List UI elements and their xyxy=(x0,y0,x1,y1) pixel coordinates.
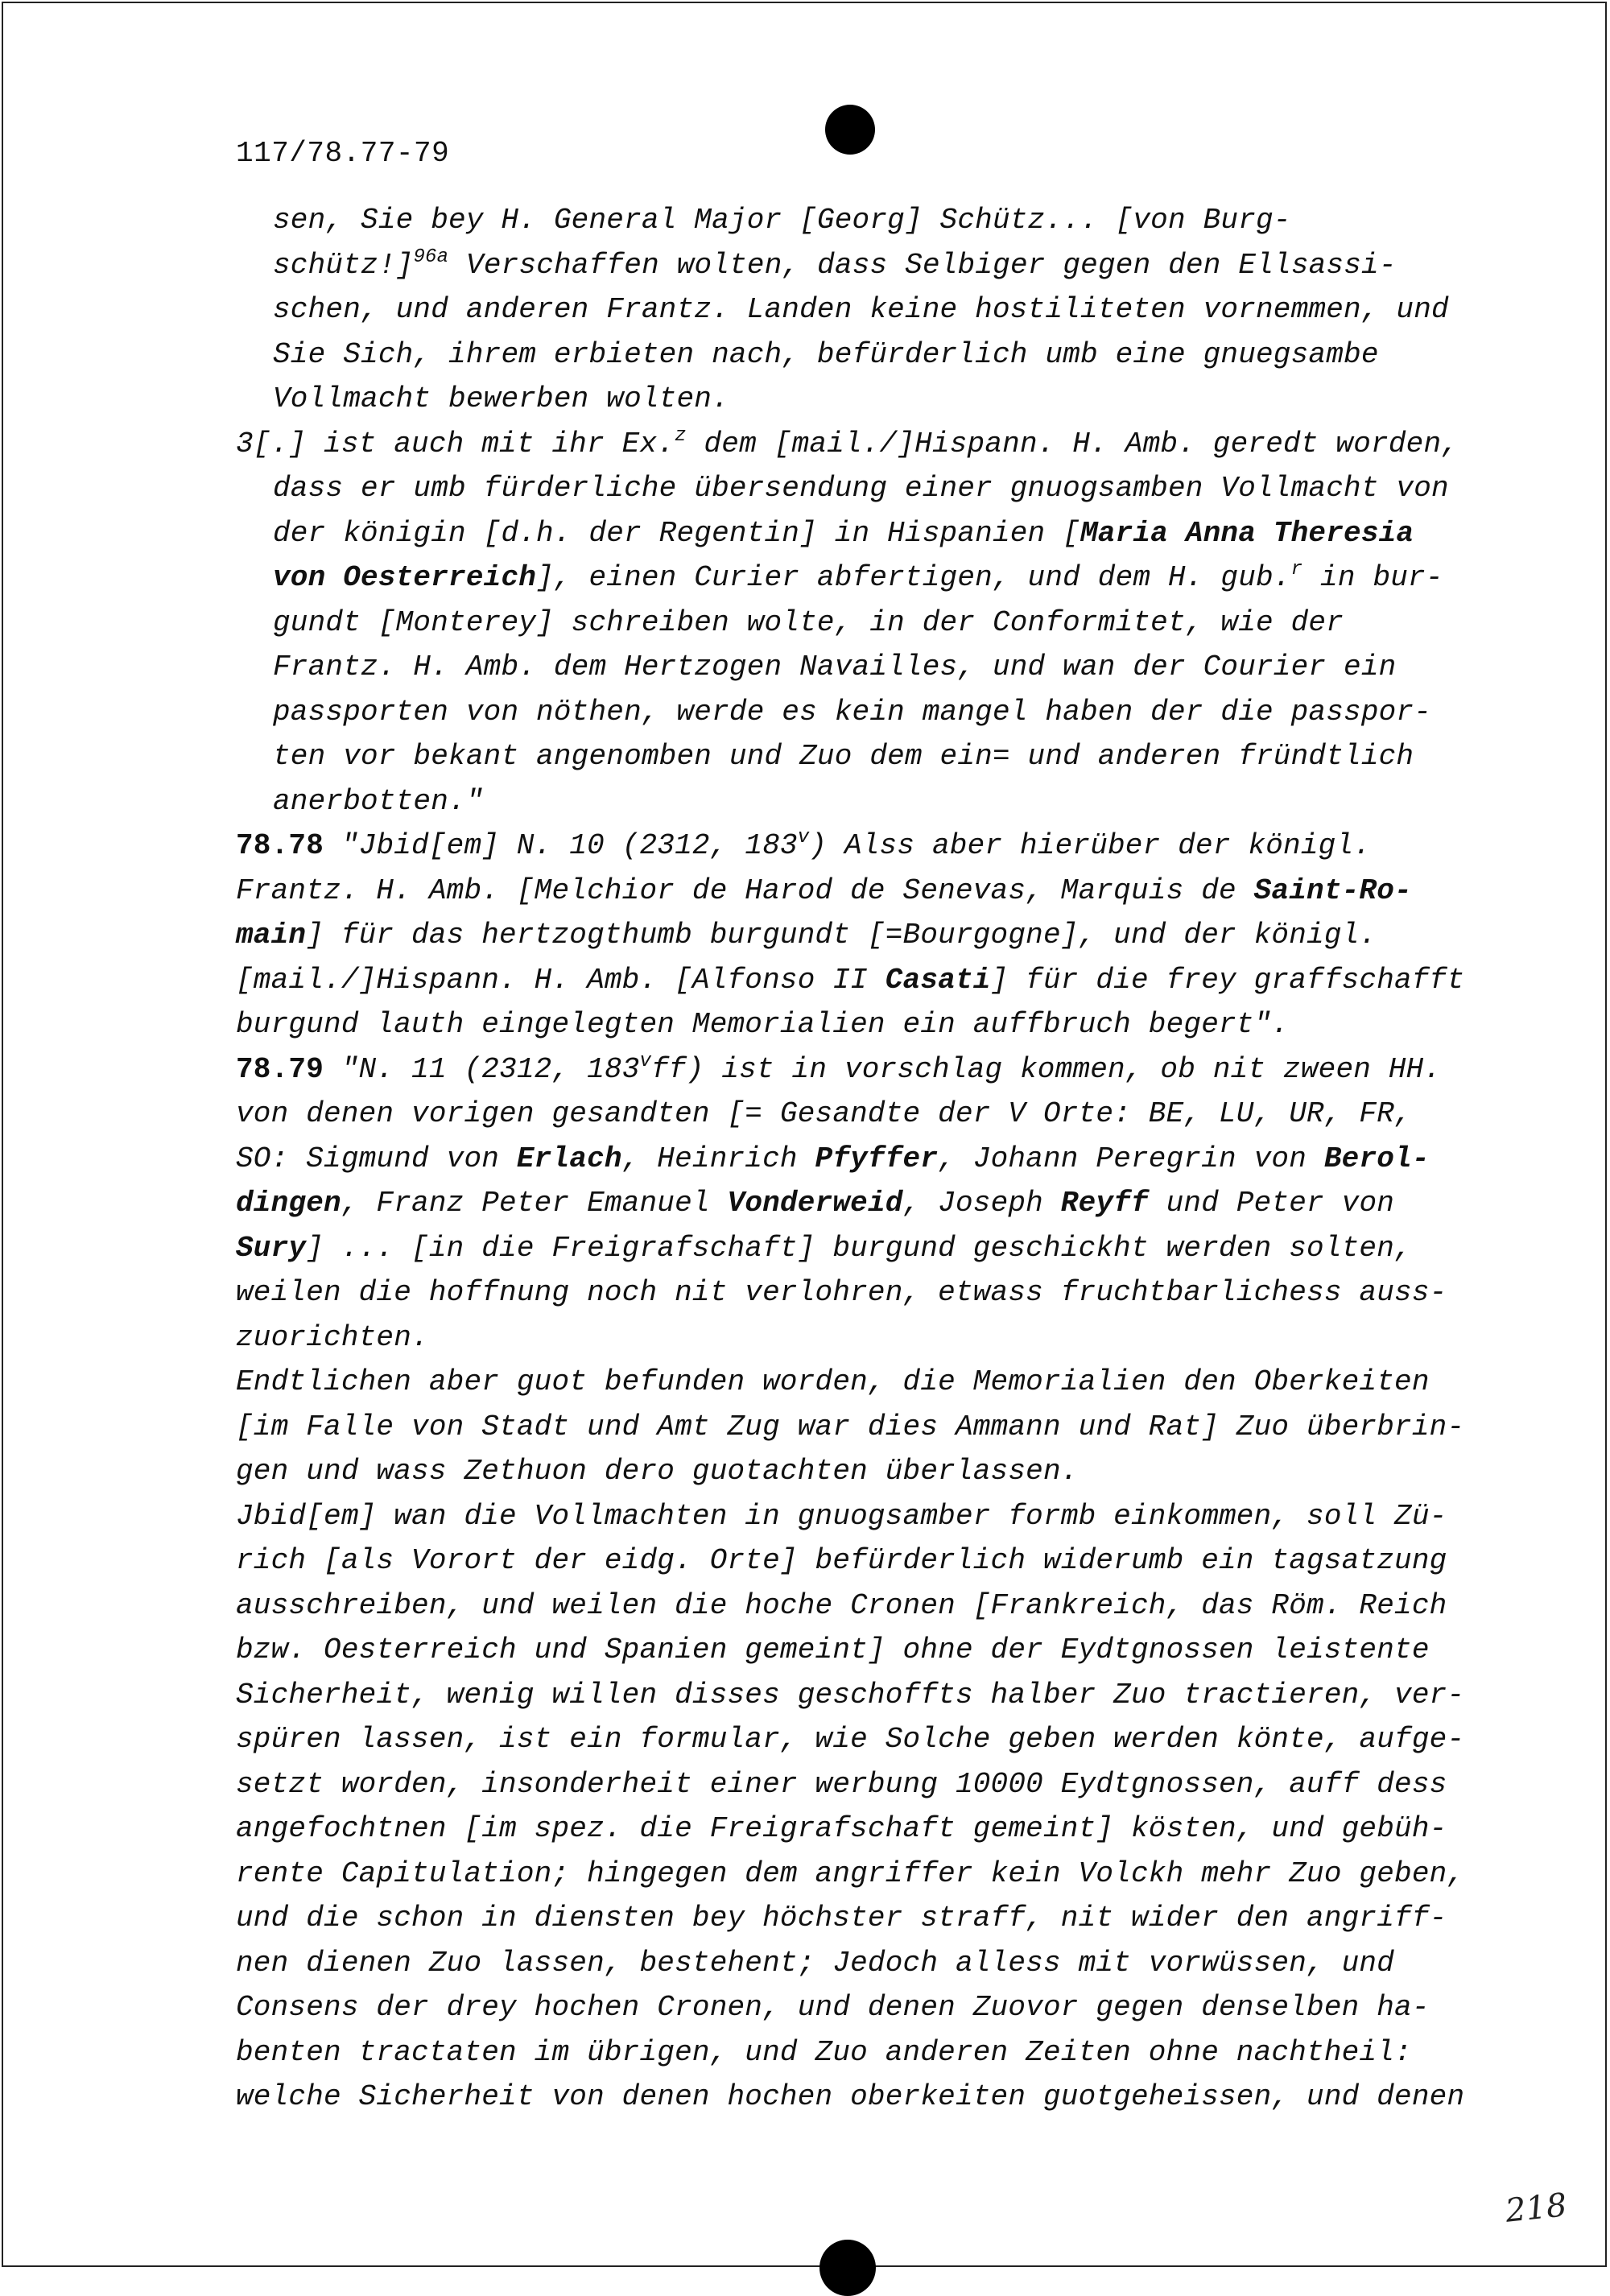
text-line: burgund lauth eingelegten Memorialien ein auffbruch begert". xyxy=(236,1008,1290,1041)
text-line: Sicherheit, wenig willen disses geschoffts halber Zuo tractieren, ver- xyxy=(236,1678,1465,1712)
text-line: dingen, Franz Peter Emanuel Vonderweid, Joseph Reyff und Peter von xyxy=(236,1187,1395,1220)
text-line: Endtlichen aber guot befunden worden, die Memorialien den Oberkeiten xyxy=(236,1365,1430,1398)
text-line: gen und wass Zethuon dero guotachten überlassen. xyxy=(236,1455,1079,1488)
text-line: Vollmacht bewerben wolten. xyxy=(273,382,729,415)
text-line: Consens der drey hochen Cronen, und denen Zuovor gegen denselben ha- xyxy=(236,1991,1430,2024)
text-line: main] für das hertzogthumb burgundt [=Bourgogne], und der königl. xyxy=(236,919,1377,952)
text-line: [im Falle von Stadt und Amt Zug war dies Ammann und Rat] Zuo überbrin- xyxy=(236,1410,1465,1443)
text-line: Jbid[em] wan die Vollmachten in gnuogsamber formb einkommen, soll Zü- xyxy=(236,1499,1447,1533)
person-name: von Oesterreich xyxy=(273,561,537,594)
text-line: schen, und anderen Frantz. Landen keine hostiliteten vornemmen, und xyxy=(273,293,1449,326)
superscript: z xyxy=(675,424,687,447)
person-name: Pfyffer xyxy=(815,1142,939,1175)
superscript: v xyxy=(797,827,810,849)
person-name: dingen xyxy=(236,1187,341,1220)
document-reference: 117/78.77-79 xyxy=(236,137,450,170)
text-line: rich [als Vorort der eidg. Orte] befürderlich widerumb ein tagsatzung xyxy=(236,1544,1447,1577)
text-line: benten tractaten im übrigen, und Zuo anderen Zeiten ohne nachtheil: xyxy=(236,2035,1412,2069)
text-line: von denen vorigen gesandten [= Gesandte der V Orte: BE, LU, UR, FR, xyxy=(236,1097,1412,1130)
text-line: SO: Sigmund von Erlach, Heinrich Pfyffer, Johann Peregrin von Berol- xyxy=(236,1142,1430,1175)
text-line: passporten von nöthen, werde es kein mangel haben der die passpor- xyxy=(273,695,1432,729)
punch-hole-bottom xyxy=(819,2240,876,2296)
handwritten-page-number: 218 xyxy=(1503,2187,1569,2230)
text-line: angefochtnen [im spez. die Freigrafschaft gemeint] kösten, und gebüh- xyxy=(236,1812,1447,1845)
person-name: Casati xyxy=(885,963,991,997)
text-line: spüren lassen, ist ein formular, wie Solche geben werden könte, aufge- xyxy=(236,1723,1465,1756)
person-name: main xyxy=(236,919,307,952)
text-line: anerbotten." xyxy=(273,784,484,818)
text-line: sen, Sie bey H. General Major [Georg] Schütz... [von Burg- xyxy=(273,204,1291,237)
text-line: Frantz. H. Amb. dem Hertzogen Navailles, und wan der Courier ein xyxy=(273,650,1397,683)
text-line: Frantz. H. Amb. [Melchior de Harod de Senevas, Marquis de Saint-Ro- xyxy=(236,873,1412,907)
person-name: Maria Anna Theresia xyxy=(1080,516,1414,550)
person-name: Berol- xyxy=(1323,1142,1430,1175)
text-line: setzt worden, insonderheit einer werbung 10000 Eydtgnossen, auff dess xyxy=(236,1767,1447,1801)
text-line: von Oesterreich], einen Curier abfertigen, und dem H. gub.$^r$ in bur- xyxy=(273,559,1443,594)
text-line: weilen die hoffnung noch nit verlohren, etwass fruchtbarlichess auss- xyxy=(236,1276,1447,1309)
text-line: rente Capitulation; hingegen dem angriffer kein Volckh mehr Zuo geben, xyxy=(236,1856,1465,1890)
text-line: ten vor bekant angenomben und Zuo dem ein= und anderen fründtlich xyxy=(273,740,1414,773)
document-body xyxy=(236,198,1476,2120)
text-line: bzw. Oesterreich und Spanien gemeint] ohne der Eydtgnossen leistente xyxy=(236,1633,1430,1666)
footnote-marker: 96a xyxy=(413,246,449,268)
text-line: dass er umb fürderliche übersendung einer gnuogsamben Vollmacht von xyxy=(273,472,1449,505)
superscript: r xyxy=(1290,559,1303,580)
text-line: 78.79 "N. 11 (2312, 183$^v$ff) ist in vorschlag kommen, ob nit zween HH. xyxy=(236,1050,1442,1086)
text-line: ausschreiben, und weilen die hoche Cronen [Frankreich, das Röm. Reich xyxy=(236,1588,1447,1622)
person-name: Erlach xyxy=(516,1142,622,1175)
text-line: nen dienen Zuo lassen, bestehent; Jedoch alless mit vorwüssen, und xyxy=(236,1946,1395,1980)
person-name: Saint-Ro- xyxy=(1253,873,1412,907)
text-line: 78.78 "Jbid[em] N. 10 (2312, 183$^v$) Alss aber hierüber der königl. xyxy=(236,827,1372,862)
punch-hole-top xyxy=(825,105,875,155)
text-line: der königin [d.h. der Regentin] in Hispanien [Maria Anna Theresia xyxy=(273,516,1414,550)
text-line: gundt [Monterey] schreiben wolte, in der Conformitet, wie der xyxy=(273,605,1344,639)
text-line: schütz!]$^{96a}$ Verschaffen wolten, dass Selbiger gegen den Ellsassi- xyxy=(273,246,1397,282)
text-line: Sury] ... [in die Freigrafschaft] burgund geschickht werden solten, xyxy=(236,1231,1412,1265)
superscript: v xyxy=(639,1050,652,1072)
entry-reference: 78.78 xyxy=(236,829,324,862)
text-line: welche Sicherheit von denen hochen oberkeiten guotgeheissen, und denen xyxy=(236,2080,1465,2113)
text-line: und die schon in diensten bey höchster straff, nit wider den angriff- xyxy=(236,1902,1447,1935)
person-name: Vonderweid xyxy=(727,1187,903,1220)
text-line: 3[.] ist auch mit ihr Ex.$^z$ dem [mail./]Hispann. H. Amb. geredt worden, xyxy=(236,424,1459,460)
person-name: Reyff xyxy=(1060,1187,1149,1220)
text-line: Sie Sich, ihrem erbieten nach, befürderlich umb eine gnuegsambe xyxy=(273,337,1379,371)
text-line: [mail./]Hispann. H. Amb. [Alfonso II Casati] für die frey graffschafft xyxy=(236,963,1465,997)
person-name: Sury xyxy=(236,1231,307,1265)
entry-reference: 78.79 xyxy=(236,1052,324,1086)
text-line: zuorichten. xyxy=(236,1320,429,1354)
